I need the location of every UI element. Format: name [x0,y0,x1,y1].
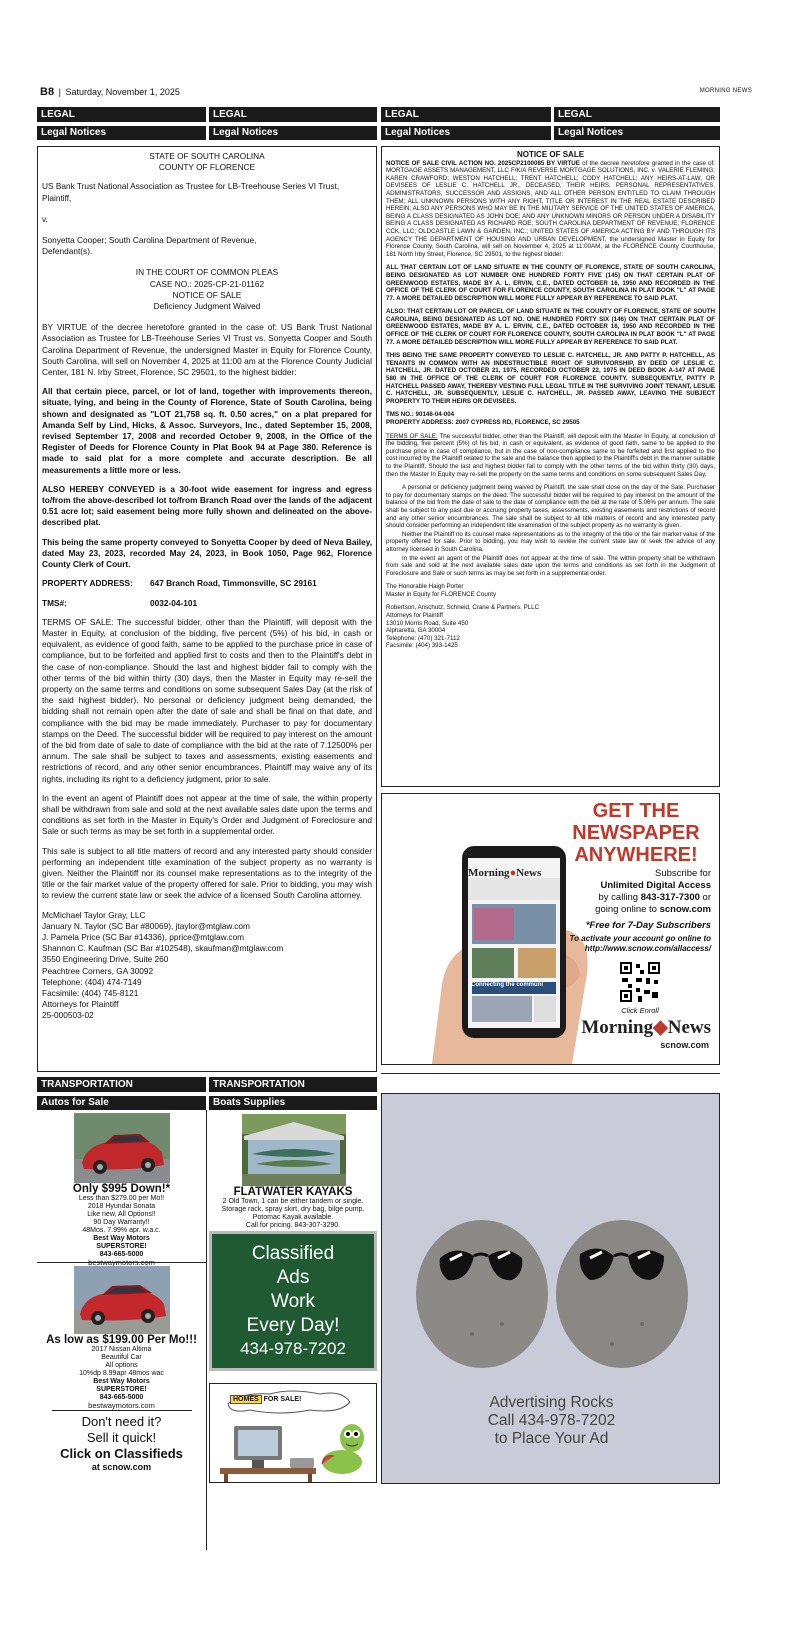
subscribe-site[interactable]: scnow.com [659,904,711,915]
scnow-logo: scnow.com [660,1040,709,1050]
paragraph-easement: ALSO HEREBY CONVEYED is a 30-foot wide easement for ingress and egress to/from the above-described lot to/from Branch Road over the lands of the adjacent 0.51 acre lot; said easement being more fully shown and delineated on the above-described plat. [42,483,372,528]
judge-block [386,583,715,598]
case-number: CASE NO.: 2025-CP-21-01162 [149,278,265,289]
paragraph-subject: This sale is subject to all title matters of record and any interested party should consider performing an independent title examination of the subject property as no warranty is given. Neither the Plaintiff nor its counsel make representations as to the integrity of the title or the fair market value of the property offered for sale. Prior to bidding, you may wish to review the current state law or seek the advice of a licensed South Carolina attorney. [42,845,372,901]
tms-label: TMS#: [42,597,67,608]
judge-line: The Honorable Haigh Porter [386,583,464,591]
page-header [40,86,180,98]
right-lot-146: ALSO: THAT CERTAIN LOT OR PARCEL OF LAND SITUATE IN THE COUNTY OF FLORENCE, STATE OF SOUTH CAROLINA, BEING DESIGNATED AS LOT NO. ONE HUNDRED FORTY SIX (146) ON THAT CERTAIN PLAT OF GREENWOOD ESTATES, MADE BY A. L. ERVIN, C.E., DATED OCTOBER 16, 1950 AND RECORDED IN THE OFFICE OF THE CLERK OF COURT FOR FLORENCE COUNTY, SOUTH CAROLINA IN PLAT BOOK "L" AT PAGE 77. A MORE DETAILED DESCRIPTION WILL MORE FULLY APPEAR BY REFERENCE TO SAID PLAT. [386,308,715,346]
attorney-block-left [42,910,372,1022]
car1-line: Like new, All Options!! [87,1211,156,1218]
legal-header-4: LEGAL [554,107,720,122]
car2-dealer: Best Way Motors [93,1378,150,1385]
newspaper-subscription-ad[interactable] [381,793,720,1065]
logo-right: News [667,1017,711,1038]
qr-code-icon[interactable] [618,960,662,1004]
right-terms-label: TERMS OF SALE: [386,432,438,440]
column-divider [206,1110,207,1550]
car-photo-altima[interactable] [74,1266,170,1334]
attorney-line: McMichael Taylor Gray, LLC [42,909,146,920]
phone-masthead-right: News [516,867,542,879]
kayak-line: Call for pricing. 843-307-3290. [245,1222,341,1229]
kayak-photo[interactable] [242,1114,346,1186]
divider [37,1262,206,1263]
car2-line: All options [105,1362,138,1369]
car1-headline: Only $995 Down!* [72,1183,171,1195]
ad-headline-1: GET THE [592,800,680,822]
state-line-2: COUNTY OF FLORENCE [158,162,256,173]
deficiency-waived: Deficiency Judgment Waived [153,301,261,312]
transport-header-2: TRANSPORTATION [209,1077,377,1092]
property-address-row [42,578,372,589]
phone-masthead-left: Morning [468,867,510,879]
car1-line: Less than $279.00 per Mo!! [78,1195,165,1202]
state-line-1: STATE OF SOUTH CAROLINA [149,151,265,161]
attorney-line: Attorneys for Plaintiff [386,612,443,620]
car2-phone: 843-665-5000 [99,1394,144,1401]
kayak-line: 2 Old Town, 1 can be either tandem or single. [222,1198,364,1205]
classifieds-promo[interactable] [37,1414,206,1472]
car-ad-altima[interactable] [37,1334,206,1410]
advertising-rocks-ad[interactable] [381,1093,720,1484]
classified-ads-box[interactable] [209,1231,377,1371]
ad-headline-3: ANYWHERE! [574,844,698,866]
classified-line: Work [271,1291,315,1312]
right-lot-145: ALL THAT CERTAIN LOT OF LAND SITUATE IN THE COUNTY OF FLORENCE, STATE OF SOUTH CAROLINA, BEING DESIGNATED AS LOT NUMBER ONE HUNDRED FORTY FIVE (145) ON THAT CERTAIN PLAT OF GREENWOOD ESTATES, MADE BY A. L. ERVIN, C.E., DATED OCTOBER 16, 1950 AND RECORDED IN THE OFFICE OF THE CLERK OF COURT FOR FLORENCE COUNTY, SOUTH CAROLINA IN PLAT BOOK "L" AT PAGE 77. A MORE DETAILED DESCRIPTION WILL MORE FULLY APPEAR BY REFERENCE TO SAID PLAT. [386,264,715,302]
car2-line: Beautiful Car [101,1354,142,1361]
attorney-line: Peachtree Corners, GA 30092 [42,965,154,976]
right-property-address: PROPERTY ADDRESS: 2007 CYPRESS RD, FLORENCE, SC 29505 [386,419,580,426]
subscribe-phone: 843-317-7300 [640,892,700,903]
attorney-line: 3550 Engineering Drive, Suite 260 [42,954,169,965]
promo-at: at [91,1462,103,1472]
promo-line-3: Click on Classifieds [60,1446,183,1461]
paragraph-deed: This being the same property conveyed to Sonyetta Cooper by deed of Neva Bailey, dated May 23, 2023, recorded May 24, 2023, in Book 1050, Page 962, Florence County Clerk of Court. [42,536,372,570]
versus: v. [42,213,48,224]
legal-notice-left [37,146,377,1072]
homes-sign-left: HOMES [230,1395,262,1404]
boats-supplies-header: Boats Supplies [209,1096,377,1110]
rocks-line: to Place Your Ad [494,1430,609,1447]
car2-line: 2017 Nissan Altima [91,1346,152,1353]
page-separator: | [58,87,61,97]
paragraph-virtue: BY VIRTUE of the decree heretofore granted in the case of: US Bank Trust National Association as Trustee for LB-Treehouse Series VI Trust vs. Sonyetta Cooper and South Carolina Department of Revenue, the undersigned Master in Equity for Florence County, South Carolina, will sell on November 4, 2025 at 11:00 am at the Florence County Judicial Center, 181 N. Irby Street, Florence, SC 29501, to the highest bidder: [42,322,372,378]
attorney-line: January N. Taylor (SC Bar #80069), jtaylor@mtglaw.com [42,920,250,931]
car1-dealer-2: SUPERSTORE! [96,1243,147,1250]
paragraph-absent: In the event an agent of Plaintiff does not appear at the time of sale, the within property shall be withdrawn from sale and sold at the next available sales date upon the terms and conditions as set forth in the Master in Equity's Order and Judgment of Foreclosure and Sale or such terms as may be set forth in a supplemental order. [42,792,372,837]
tms-value: 0032-04-101 [150,597,198,608]
legal-header-2: LEGAL [209,107,377,122]
judge-line: Master in Equity for FLORENCE County [386,590,497,598]
classified-line: Classified [251,1243,335,1264]
car2-dealer-2: SUPERSTORE! [96,1386,147,1393]
court-line-1: IN THE COURT OF COMMON PLEAS [135,267,279,278]
right-intro-bold: NOTICE OF SALE CIVIL ACTION NO. 2025CP2100085 BY VIRTUE [386,159,580,167]
plaintiff-name: US Bank Trust National Association as Trustee for LB-Treehouse Series VI Trust, [42,181,340,192]
click-enroll: Click Enroll [621,1006,659,1015]
property-address-label: PROPERTY ADDRESS: [42,578,133,589]
right-notice-title: NOTICE OF SALE [516,150,585,159]
subscribe-text [551,868,711,932]
promo-line-1: Don't need it? [81,1414,162,1429]
classified-phone: 434-978-7202 [240,1339,346,1358]
right-event: In the event an agent of the Plaintiff does not appear at the time of sale. The within property shall be withdrawn from sale and sold at the next available sales date upon the terms and conditions as set forth in the Judgment of Foreclosure and Sale or such terms as may be set forth in a supplemental order. [386,554,715,577]
activate-text [536,934,711,954]
attorney-line: Shannon C. Kaufman (SC Bar #102548), skaufman@mtglaw.com [42,943,284,954]
masthead-right: MORNING NEWS [699,88,752,94]
rocks-ad-text [382,1394,720,1448]
subscribe-line-3: by calling [598,892,641,903]
attorney-line: Alpharetta, GA 30004 [386,627,446,635]
tms-row [42,598,372,609]
right-same-property: THIS BEING THE SAME PROPERTY CONVEYED TO LESLIE C. HATCHELL, JR. AND PATTY P. HATCHELL, AS TENANTS IN COMMON WITH AN INDESTRUCTIBLE RIGHT OF SURVIVORSHIP, BY DEED OF LESLIE C. HATCHELL, JR. DATED OCTOBER 21, 1975, RECORDED OCTOBER 22, 1975 IN DEED BOOK A-147 AT PAGE 580 IN THE OFFICE OF THE CLERK OF COURT FOR FLORENCE COUNTY. SUBSEQUENTLY, PATTY P. HATCHELL PASSED AWAY, THEREBY VESTING FULL LEGAL TITLE IN THE SURVIVING JOINT TENANT, LESLIE C. HATCHELL, JR. SUBSEQUENTLY, LESLIE C. HATCHELL, JR. PASSED AWAY, LEAVING THE SUBJECT PROPERTY TO THEIR HEIRS OR DEVISEES. [386,352,715,405]
property-address-value: 647 Branch Road, Timmonsville, SC 29161 [150,578,317,589]
phone-screen-caption: Connecting the communi [471,982,543,988]
right-neither: Neither the Plaintiff no its counsel make representations as to the integrity of the title or the fair market value of the property offered for sale. Prior to bidding, you may wish to review the current state law or seek the advice of any attorney licensed in South Carolina. [386,530,715,553]
notice-of-sale-title: NOTICE OF SALE [172,289,242,300]
subscribe-line-4: going online to [595,904,660,915]
homes-for-sale-ad[interactable] [209,1383,377,1483]
attorney-line: Facsimile: (404) 745-8121 [42,988,139,998]
subscribe-line-1: Subscribe for [655,868,711,879]
classified-line: Ads [276,1267,310,1288]
kayak-headline: FLATWATER KAYAKS [233,1186,353,1198]
plaintiff-label: Plaintiff, [42,192,72,203]
right-terms: The successful bidder, other than the Plaintiff, will deposit with the Master In Equity, at conclusion of the bidding, five percent (5%) of his bid, in cash or equivalent, as evidence of good faith, same to be applied to the purchase price in case of compliance, but in the case of non-compliance same to be forfeited and first applied to the cost incurred by the Plaintiff related to the sale and the balance then applied to the Plaintiff's debt in the manner suitable to the Plaintiff. Should the last and highest bidder fail to comply with the other terms of the bid within thirty (30) days, then the Master In Equity may re-sell the property on the same terms and conditions on some subsequent Sales Day. [386,432,715,478]
activate-line: To activate your account go online to [569,934,711,943]
legal-header-1: LEGAL [37,107,206,122]
legal-subheader-2: Legal Notices [209,126,377,140]
rocks-line: Advertising Rocks [489,1394,614,1411]
car-photo-sonata[interactable] [74,1113,170,1183]
attorney-line: Attorneys for Plaintiff [42,999,119,1010]
morning-news-logo: Morning◆News [581,1017,711,1038]
car2-line: 10%dp 8.99apr 48mos wac [79,1370,164,1377]
right-personal: A personal or deficiency judgment being waived by Plaintiff, the sale shall close on the day of the Sale. Purchaser to pay for documentary stamps on the deed. The successful bidder will be required to pay interest on the amount of the balance of the bid from the date of sale to the date of compliance with the bid at the rate of 5.06% per annum. The sale shall be subject to any past due or accruing property taxes, assessments, existing easements and restrictions of record and any other senior encumbrances. The sale shall be subject to all title matters of record and any interested party should consider performing an independent title examination of the subject property as no warranty is given. [386,484,715,530]
logo-left: Morning [581,1017,654,1038]
subscribe-line-2: Unlimited Digital Access [600,880,711,891]
legal-subheader-1: Legal Notices [37,126,206,140]
phone-screen-masthead: Morning●News [468,867,542,879]
page-number: B8 [40,86,55,98]
legal-header-3: LEGAL [381,107,551,122]
kayak-ad[interactable] [209,1186,377,1230]
car1-dealer: Best Way Motors [93,1235,150,1242]
attorney-line: Robertson, Anschutz, Schneid, Crane & Partners, PLLC [386,604,540,612]
car1-line: 90 Day Warranty!! [93,1219,150,1226]
transport-header-1: TRANSPORTATION [37,1077,206,1092]
rocks-with-sunglasses-image [402,1184,702,1384]
attorney-block-right [386,604,715,650]
defendant-names: Sonyetta Cooper; South Carolina Department of Revenue, [42,235,257,246]
car-ad-sonata[interactable] [37,1183,206,1267]
homes-sign [230,1396,301,1403]
promo-line-4 [37,1462,206,1472]
rocks-line: Call 434-978-7202 [487,1412,616,1429]
car1-phone: 843-665-5000 [99,1251,144,1258]
divider [381,1073,720,1074]
defendant-label: Defendant(s). [42,246,93,257]
subscribe-line-3-end: or [699,892,711,903]
autos-for-sale-header: Autos for Sale [37,1096,206,1110]
paragraph-terms: TERMS OF SALE: The successful bidder, other than the Plaintiff, will deposit with the Master in Equity, at conclusion of the bidding, five percent (5%) of his bid, in cash or equivalent, as evidence of good faith, same to be applied to the purchase price in case of compliance, but to be forfeited and applied first to costs and then to the Plaintiff's debt in the case of non-compliance. Should the last and highest bidder fail to comply with the other terms of the bid within thirty (30) days, then the Master in Equity may re-sell the property on the same terms and conditions on some subsequent Sales Day (at the risk of the said highest bidder). No personal or deficiency judgment being demanded, the bidding shall not remain open after the date of sale and shall be final on that date, and compliance with the bid may be made immediately. Purchaser to pay for documentary stamps on the Deed. The successful bidder will be required to pay interest on the amount of the bid from date of sale to date of compliance with the bid at the rate of 7.12500% per annum. The sale shall be subject to taxes and assessments, existing easements and restrictions of record, and any other senior encumbrances. Plaintiff may waive any of its rights, including its right to a deficiency judgment, prior to sale. [42,616,372,784]
right-intro: of the decree heretofore granted in the case of: MORTGAGE ASSETS MANAGEMENT, LLC F/K/A REVERSE MORTGAGE SOLUTIONS, INC. v. VALERIE FLEMING; KAREN CRAWFORD; WESTON HATCHELL; TRENT HATCHELL; CODY HATCHELL; ANY HEIRS-AT-LAW, OR DEVISEES OF LESLIE C. HATCHELL JR., DECEASED, THEIR HEIRS, PERSONAL REPRESENTATIVES, ADMINISTRATORS, SUCCESSOR AND ASSIGNS, AND ALL OTHER PERSON ENTITLED TO CLAIM THROUGH THEM; ALL UNKNOWN PERSONS WITH ANY RIGHT, TITLE OR INTEREST IN THE REAL ESTATE DESCRIBED HEREIN; ALSO ANY PERSONS WHO MAY BE IN THE MILITARY SERVICE OF THE UNITED STATES OF AMERICA, BEING A CLASS DESIGNATED AS JOHN DOE; AND ANY UNKNOWN MINORS OR PERSON UNDER A DISABILITY BEING A CLASS DESIGNATED AS RICHARD ROE; SOUTH CAROLINA DEPARTMENT OF REVENUE; FLORENCE CCK, LLC; OLDCASTLE LAWN & GARDEN, INC.; UNITED STATES OF AMERICA ACTING BY AND THROUGH ITS AGENCY THE DEPARTMENT OF HOUSING AND URBAN DEVELOPMENT, the undersigned Master in Equity for Florence County, South Carolina, will sell on November 4, 2025 at 11:00AM, at the FLORENCE County Courthouse, 181 North Irby Street, Florence, SC 29501, to the highest bidder: [386,159,715,258]
car2-headline: As low as $199.00 Per Mo!!! [46,1334,197,1346]
kayak-line: Storage rack, spray skirt, dry bag, bilge pump. [221,1206,365,1213]
ad-headline-2: NEWSPAPER [572,822,700,844]
ad-headline [561,800,711,866]
attorney-line: Telephone: (404) 474-7149 [42,976,142,987]
legal-notice-right [381,146,720,787]
divider [52,1410,192,1411]
car1-line: 2018 Hyundai Sonata [87,1203,156,1210]
legal-subheader-4: Legal Notices [554,126,720,140]
car1-line: 48Mos. 7.99% apr. w.a.c. [82,1227,161,1234]
attorney-line: Telephone: (470) 321-7112 [386,634,460,642]
attorney-line: 25-000503-02 [42,1010,94,1021]
promo-site[interactable]: scnow.com [102,1462,152,1472]
attorney-line: J. Pamela Price (SC Bar #14336), pprice@mtglaw.com [42,931,245,942]
attorney-line: 13010 Morris Road, Suite 450 [386,619,469,627]
right-tms: TMS NO.: 90146-04-004 [386,411,455,419]
promo-line-2: Sell it quick! [86,1430,157,1445]
car2-site[interactable]: bestwaymotors.com [88,1401,155,1410]
attorney-line: Facsimile: (404) 393-1425 [386,642,458,650]
page-date: Saturday, November 1, 2025 [65,87,180,97]
paragraph-parcel: All that certain piece, parcel, or lot of land, together with improvements thereon, situate, lying, and being in the County of Florence, State of South Carolina, being shown and designated as "LOT 21,758 sq. ft. 0.50 acres," on a plat prepared for Amanda Self by Lind, Hicks, & Assoc. Surveyors, Inc., dated September 15, 2008, revised September 17, 2008 and recorded October 9, 2008, in the Office of the Register of Deeds for Florence County in Plat Book 94 at Page 380. Reference is made to said plat for a more complete and accurate description. Be all measurements a little more or less. [42,386,372,475]
kayak-line: Potomac Kayak available. [252,1214,334,1221]
activate-url[interactable]: http://www.scnow.com/allaccess/ [584,944,711,953]
legal-subheader-3: Legal Notices [381,126,551,140]
free-subscribers: *Free for 7-Day Subscribers [585,920,711,931]
homes-sign-right: FOR SALE! [263,1396,302,1403]
classified-line: Every Day! [246,1315,340,1336]
